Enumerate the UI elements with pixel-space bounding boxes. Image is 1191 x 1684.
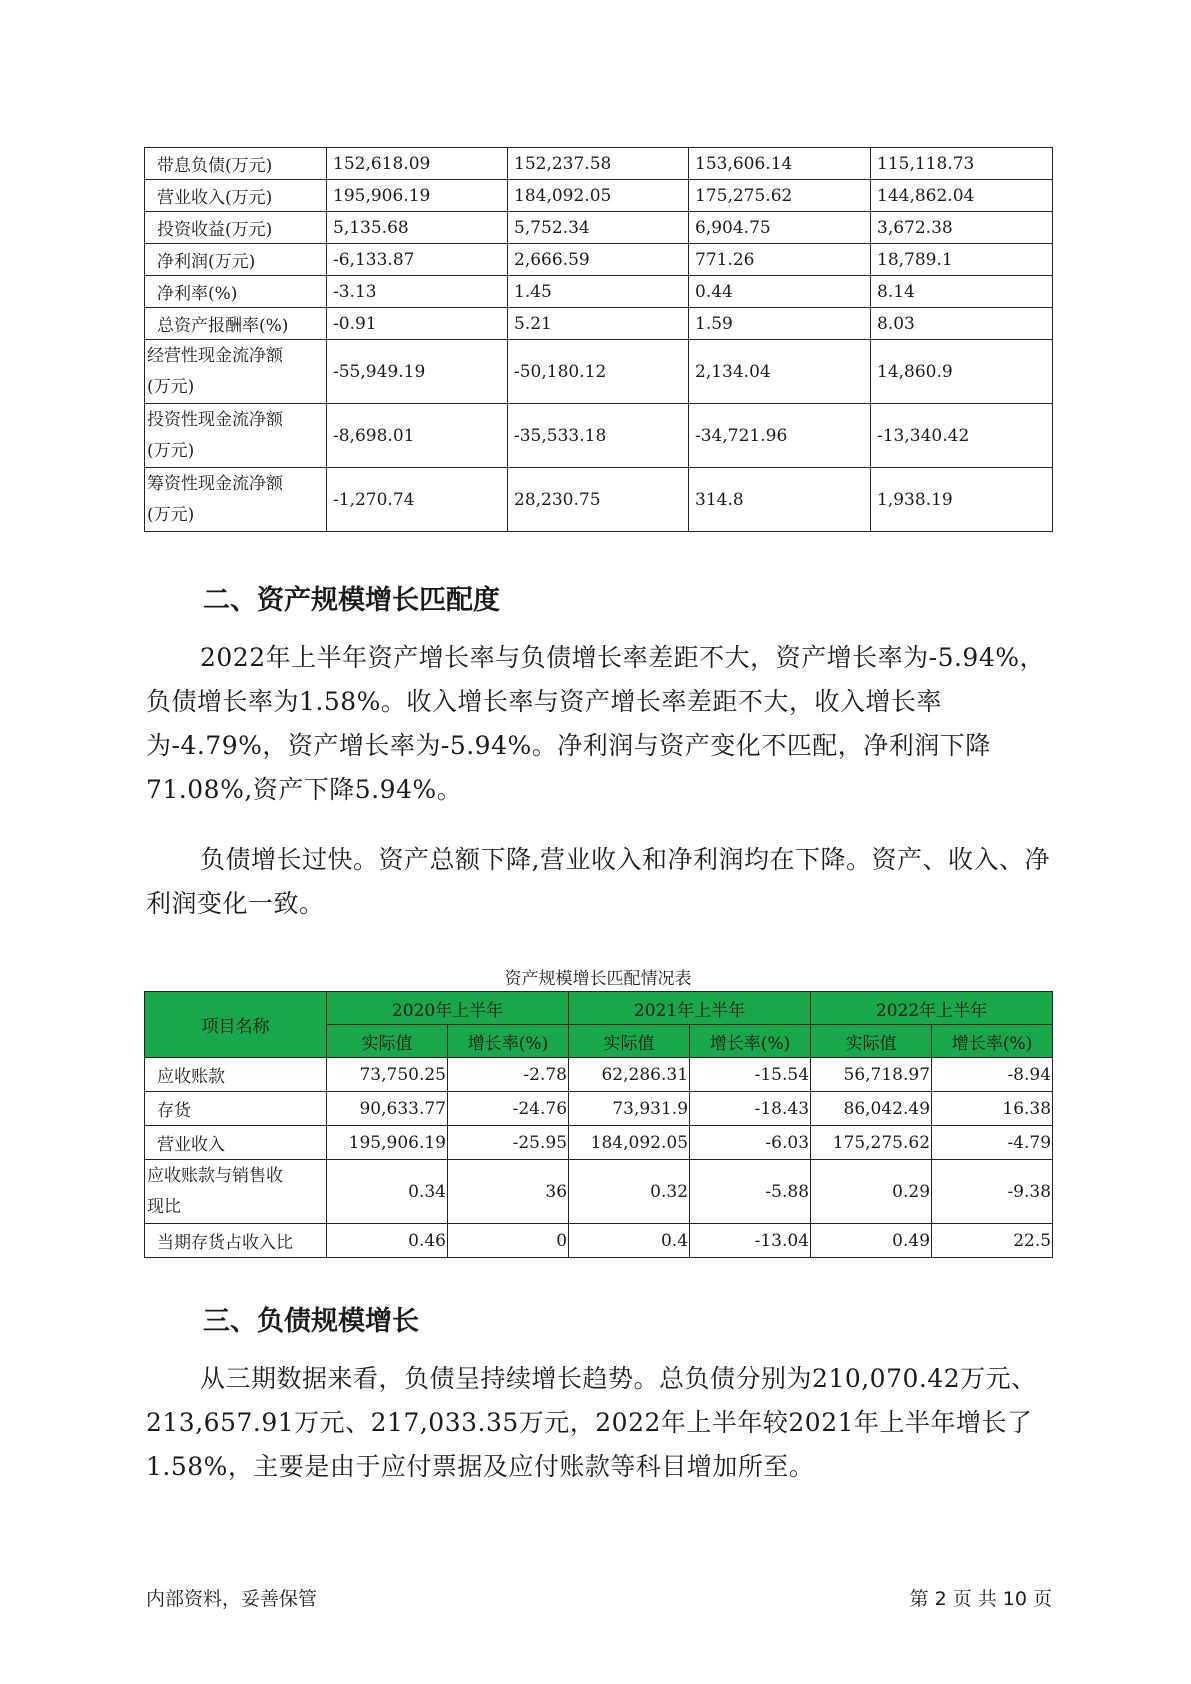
table-cell: 8.03 [871, 308, 1053, 340]
row-label: 总资产报酬率(%) [145, 308, 327, 340]
section-2-heading: 二、资产规模增长匹配度 [203, 585, 500, 616]
table-cell: 0 [448, 1224, 569, 1258]
table-cell: 3,672.38 [871, 212, 1053, 244]
table-cell: 90,633.77 [327, 1092, 448, 1126]
table-cell: 73,931.9 [569, 1092, 690, 1126]
row-label: 当期存货占收入比 [145, 1224, 327, 1258]
table-cell: 5,752.34 [508, 212, 689, 244]
table-cell: 2,134.04 [689, 340, 871, 404]
row-label-line-2: 现比 [147, 1196, 181, 1217]
row-label [145, 468, 327, 532]
table-row [145, 404, 1053, 468]
table-cell: -25.95 [448, 1126, 569, 1160]
table-cell: -13,340.42 [871, 404, 1053, 468]
row-label-line-2: (万元) [147, 504, 195, 525]
table-cell: 175,275.62 [811, 1126, 932, 1160]
table-cell: 152,237.58 [508, 148, 689, 180]
row-label-line-1: 筹资性现金流净额 [147, 473, 283, 494]
table-row [145, 308, 1053, 340]
table-cell: -13.04 [690, 1224, 811, 1258]
table-cell: 16.38 [932, 1092, 1053, 1126]
header-period: 2021年上半年 [569, 992, 811, 1025]
table-cell: 144,862.04 [871, 180, 1053, 212]
table-cell: 153,606.14 [689, 148, 871, 180]
section-3-paragraph-1: 从三期数据来看，负债呈持续增长趋势。总负债分别为210,070.42万元、213,657.91万元、217,033.35万元，2022年上半年较2021年上半年增长了1.58%，主要是由于应付票据及应付账款等科目增加所至。 [146, 1364, 1037, 1481]
table-row [145, 276, 1053, 308]
row-label: 营业收入(万元) [145, 180, 327, 212]
table-cell: 771.26 [689, 244, 871, 276]
table-cell: -4.79 [932, 1126, 1053, 1160]
header-actual: 实际值 [569, 1025, 690, 1058]
header-actual: 实际值 [327, 1025, 448, 1058]
section-2-paragraph-1: 2022年上半年资产增长率与负债增长率差距不大，资产增长率为-5.94%，负债增长率为1.58%。收入增长率与资产增长率差距不大，收入增长率为-4.79%，资产增长率为-5.94%。净利润与资产变化不匹配，净利润下降71.08%,资产下降5.94%。 [146, 643, 1045, 804]
table-cell: 0.44 [689, 276, 871, 308]
table-cell: -34,721.96 [689, 404, 871, 468]
table-row [145, 180, 1053, 212]
table-cell: -50,180.12 [508, 340, 689, 404]
table-cell: 175,275.62 [689, 180, 871, 212]
table-cell: 0.46 [327, 1224, 448, 1258]
table-cell: -24.76 [448, 1092, 569, 1126]
row-label [145, 340, 327, 404]
row-label: 带息负债(万元) [145, 148, 327, 180]
table-row [145, 1058, 1053, 1092]
table-row [145, 244, 1053, 276]
row-label: 净利率(%) [145, 276, 327, 308]
table-cell: 36 [448, 1160, 569, 1224]
row-label: 存货 [145, 1092, 327, 1126]
table-cell: -15.54 [690, 1058, 811, 1092]
row-label: 净利润(万元) [145, 244, 327, 276]
header-growth: 增长率(%) [932, 1025, 1053, 1058]
table-row [145, 148, 1053, 180]
table-cell: 1.59 [689, 308, 871, 340]
table-cell: 8.14 [871, 276, 1053, 308]
table-cell: 62,286.31 [569, 1058, 690, 1092]
table-cell: -1,270.74 [327, 468, 508, 532]
row-label [145, 404, 327, 468]
table-cell: -9.38 [932, 1160, 1053, 1224]
table-cell: -0.91 [327, 308, 508, 340]
table-cell: 314.8 [689, 468, 871, 532]
table-cell: 152,618.09 [327, 148, 508, 180]
table-cell: 0.34 [327, 1160, 448, 1224]
table-row [145, 212, 1053, 244]
table-cell: 0.4 [569, 1224, 690, 1258]
table-cell: -3.13 [327, 276, 508, 308]
table-row [145, 1126, 1053, 1160]
table-cell: -6,133.87 [327, 244, 508, 276]
header-growth: 增长率(%) [690, 1025, 811, 1058]
row-label: 应收账款 [145, 1058, 327, 1092]
table-cell: 184,092.05 [569, 1126, 690, 1160]
table-cell: -6.03 [690, 1126, 811, 1160]
table-cell: 184,092.05 [508, 180, 689, 212]
table-cell: 1.45 [508, 276, 689, 308]
table-cell: 2,666.59 [508, 244, 689, 276]
table-row [145, 1092, 1053, 1126]
table-cell: -55,949.19 [327, 340, 508, 404]
row-label-line-1: 经营性现金流净额 [147, 345, 283, 366]
footer-confidential: 内部资料，妥善保管 [146, 1588, 318, 1610]
row-label: 投资收益(万元) [145, 212, 327, 244]
table-cell: -2.78 [448, 1058, 569, 1092]
table-cell: -18.43 [690, 1092, 811, 1126]
table-row [145, 340, 1053, 404]
table-cell: 195,906.19 [327, 1126, 448, 1160]
table-cell: 86,042.49 [811, 1092, 932, 1126]
table-cell: 195,906.19 [327, 180, 508, 212]
header-actual: 实际值 [811, 1025, 932, 1058]
table-row [145, 1224, 1053, 1258]
section-3-heading: 三、负债规模增长 [203, 1306, 419, 1337]
asset-growth-match-table [144, 991, 1053, 1258]
table-cell: 0.49 [811, 1224, 932, 1258]
table-cell: 18,789.1 [871, 244, 1053, 276]
table-cell: 0.32 [569, 1160, 690, 1224]
table-cell: 22.5 [932, 1224, 1053, 1258]
table-cell: 5,135.68 [327, 212, 508, 244]
row-label-line-1: 投资性现金流净额 [147, 409, 283, 430]
table-cell: -8,698.01 [327, 404, 508, 468]
table-cell: 5.21 [508, 308, 689, 340]
header-growth: 增长率(%) [448, 1025, 569, 1058]
row-label [145, 1160, 327, 1224]
header-period: 2022年上半年 [811, 992, 1053, 1025]
table-cell: 1,938.19 [871, 468, 1053, 532]
table-cell: -5.88 [690, 1160, 811, 1224]
table-cell: 6,904.75 [689, 212, 871, 244]
table-row [145, 1160, 1053, 1224]
table-cell: 73,750.25 [327, 1058, 448, 1092]
financial-indicators-table [144, 147, 1053, 532]
table-cell: 0.29 [811, 1160, 932, 1224]
header-item-name: 项目名称 [145, 992, 327, 1058]
table-caption: 资产规模增长匹配情况表 [504, 969, 692, 989]
table-row [145, 468, 1053, 532]
table-cell: 115,118.73 [871, 148, 1053, 180]
row-label-line-1: 应收账款与销售收 [147, 1165, 283, 1186]
table-cell: 14,860.9 [871, 340, 1053, 404]
header-period: 2020年上半年 [327, 992, 569, 1025]
table-cell: 28,230.75 [508, 468, 689, 532]
row-label-line-2: (万元) [147, 440, 195, 461]
row-label: 营业收入 [145, 1126, 327, 1160]
footer-page-number: 第 2 页 共 10 页 [909, 1588, 1052, 1610]
table-cell: -8.94 [932, 1058, 1053, 1092]
table-cell: -35,533.18 [508, 404, 689, 468]
row-label-line-2: (万元) [147, 376, 195, 397]
table-cell: 56,718.97 [811, 1058, 932, 1092]
section-2-paragraph-2: 负债增长过快。资产总额下降,营业收入和净利润均在下降。资产、收入、净利润变化一致。 [146, 845, 1050, 918]
